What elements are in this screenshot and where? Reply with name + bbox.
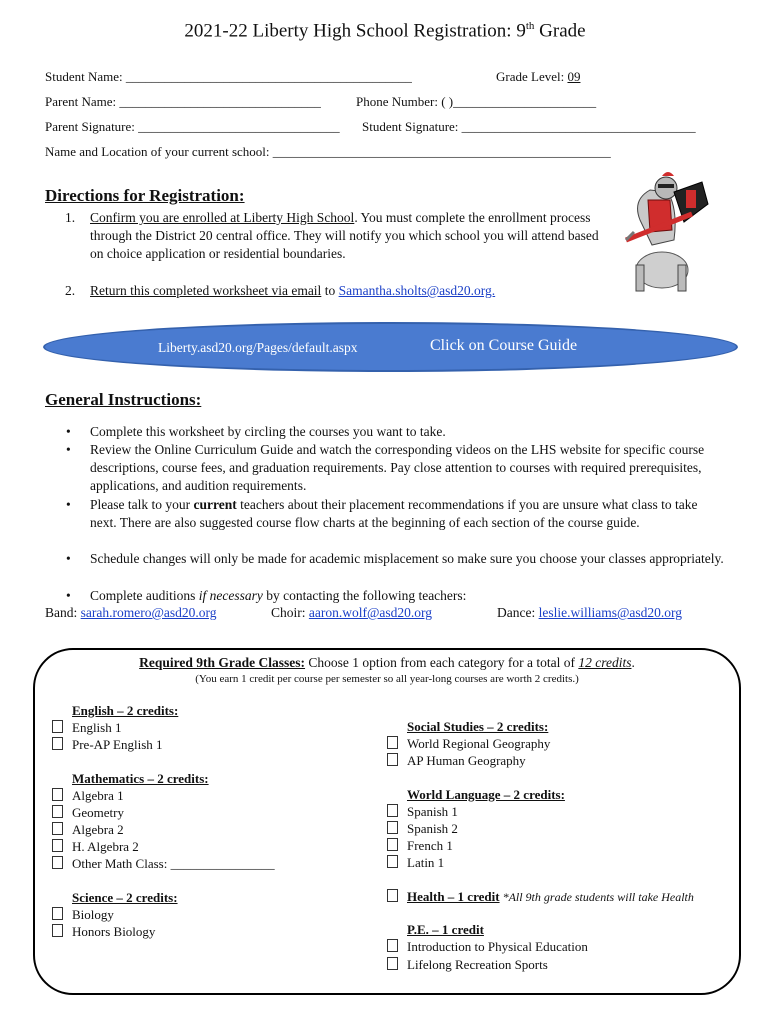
checkbox-icon[interactable] xyxy=(52,788,63,801)
band-contact: Band: sarah.romero@asd20.org xyxy=(45,605,217,620)
checkbox-icon[interactable] xyxy=(387,939,398,952)
direction-item-2: 2. Return this completed worksheet via email to Samantha.sholts@asd20.org. xyxy=(65,283,496,298)
course-option-ap-human-geography[interactable]: AP Human Geography xyxy=(387,753,526,769)
student-signature-field[interactable]: Student Signature: ____________________________________ xyxy=(362,119,696,134)
instruction-bullet-5: • Complete auditions if necessary by contacting the following teachers: xyxy=(66,588,467,603)
science-header: Science – 2 credits: xyxy=(72,890,178,905)
click-course-guide-label[interactable]: Click on Course Guide xyxy=(430,337,578,354)
checkbox-icon[interactable] xyxy=(387,889,398,902)
course-option-english-1[interactable]: English 1 xyxy=(52,720,121,736)
checkbox-icon[interactable] xyxy=(52,805,63,818)
course-option-biology[interactable]: Biology xyxy=(52,907,114,923)
course-option-algebra-1[interactable]: Algebra 1 xyxy=(52,788,124,804)
math-header: Mathematics – 2 credits: xyxy=(72,771,209,786)
course-option-pre-ap-english-1[interactable]: Pre-AP English 1 xyxy=(52,737,163,753)
current-school-field[interactable]: Name and Location of your current school: ____________________________________________________ xyxy=(45,144,611,159)
checkbox-icon[interactable] xyxy=(52,839,63,852)
band-email-link[interactable]: sarah.romero@asd20.org xyxy=(80,605,217,620)
course-option-lifelong-recreation[interactable]: Lifelong Recreation Sports xyxy=(387,957,548,973)
course-option-intro-pe[interactable]: Introduction to Physical Education xyxy=(387,939,588,955)
grade-level-field: Grade Level: 09 xyxy=(496,69,581,84)
checkbox-icon[interactable] xyxy=(387,957,398,970)
course-option-french-1[interactable]: French 1 xyxy=(387,838,453,854)
checkbox-icon[interactable] xyxy=(52,737,63,750)
dance-email-link[interactable]: leslie.williams@asd20.org xyxy=(538,605,683,620)
course-option-latin-1[interactable]: Latin 1 xyxy=(387,855,444,871)
checkbox-icon[interactable] xyxy=(387,855,398,868)
required-classes-title: Required 9th Grade Classes: Choose 1 option from each category for a total of 12 credits. xyxy=(139,655,635,670)
parent-name-field[interactable]: Parent Name: _______________________________ xyxy=(45,94,321,109)
course-option-spanish-1[interactable]: Spanish 1 xyxy=(387,804,458,820)
checkbox-icon[interactable] xyxy=(387,736,398,749)
checkbox-icon[interactable] xyxy=(52,907,63,920)
instruction-bullet-2: • Review the Online Curriculum Guide and watch the corresponding videos on the LHS website for specific course descriptions, course fees, and graduation requirements. Pay close attention to courses with required prerequisites, applications, and audition requirements. xyxy=(66,442,705,493)
course-option-algebra-2[interactable]: Algebra 2 xyxy=(52,822,124,838)
direction-item-1: 1. Confirm you are enrolled at Liberty High School. You must complete the enrollment process through the District 20 central office. They will notify you which school you will attend based on choice application or residential boundaries. xyxy=(65,210,599,261)
social-studies-header: Social Studies – 2 credits: xyxy=(407,719,549,734)
course-option-world-regional-geography[interactable]: World Regional Geography xyxy=(387,736,550,752)
general-instructions-heading: General Instructions: xyxy=(45,390,202,409)
choir-contact: Choir: aaron.wolf@asd20.org xyxy=(271,605,433,620)
checkbox-icon[interactable] xyxy=(387,753,398,766)
dance-contact: Dance: leslie.williams@asd20.org xyxy=(497,605,683,620)
registration-email-link[interactable]: Samantha.sholts@asd20.org. xyxy=(338,283,496,298)
checkbox-icon[interactable] xyxy=(387,804,398,817)
checkbox-icon[interactable] xyxy=(52,856,63,869)
confirm-enrollment-link: Confirm you are enrolled at Liberty High School xyxy=(90,210,355,225)
instruction-bullet-3: • Please talk to your current teachers about their placement recommendations if you are unsure what class to take next. There are also suggested course flow charts at the beginning of each section of the course guide. xyxy=(66,497,698,530)
student-name-field[interactable]: Student Name: ____________________________________________ xyxy=(45,69,412,84)
course-guide-banner[interactable] xyxy=(43,322,738,372)
checkbox-icon[interactable] xyxy=(52,720,63,733)
checkbox-icon[interactable] xyxy=(387,838,398,851)
choir-email-link[interactable]: aaron.wolf@asd20.org xyxy=(308,605,433,620)
course-option-spanish-2[interactable]: Spanish 2 xyxy=(387,821,458,837)
checkbox-icon[interactable] xyxy=(387,821,398,834)
course-guide-url[interactable]: Liberty.asd20.org/Pages/default.aspx xyxy=(158,340,358,355)
english-header: English – 2 credits: xyxy=(72,703,179,718)
world-language-header: World Language – 2 credits: xyxy=(407,787,565,802)
checkbox-icon[interactable] xyxy=(52,924,63,937)
course-option-h-algebra-2[interactable]: H. Algebra 2 xyxy=(52,839,139,855)
credits-note: (You earn 1 credit per course per semester so all year-long courses are worth 2 credits.) xyxy=(195,673,579,685)
instruction-bullet-1: • Complete this worksheet by circling the courses you want to take. xyxy=(66,424,446,439)
directions-heading: Directions for Registration: xyxy=(45,186,245,205)
parent-signature-field[interactable]: Parent Signature: _______________________________ xyxy=(45,119,340,134)
checkbox-icon[interactable] xyxy=(52,822,63,835)
course-option-geometry[interactable]: Geometry xyxy=(52,805,124,821)
course-option-health[interactable]: Health – 1 credit *All 9th grade students will take Health xyxy=(387,889,694,905)
instruction-bullet-4: • Schedule changes will only be made for academic misplacement so make sure you choose your classes appropriately. xyxy=(66,551,724,566)
course-option-honors-biology[interactable]: Honors Biology xyxy=(52,924,155,940)
course-option-other-math[interactable]: Other Math Class: ________________ xyxy=(52,856,275,872)
knight-mascot-image xyxy=(622,170,714,298)
phone-number-field[interactable]: Phone Number: ( )______________________ xyxy=(356,94,597,109)
pe-header: P.E. – 1 credit xyxy=(407,922,484,937)
page-title: 2021-22 Liberty High School Registration: 9th Grade xyxy=(184,20,586,42)
